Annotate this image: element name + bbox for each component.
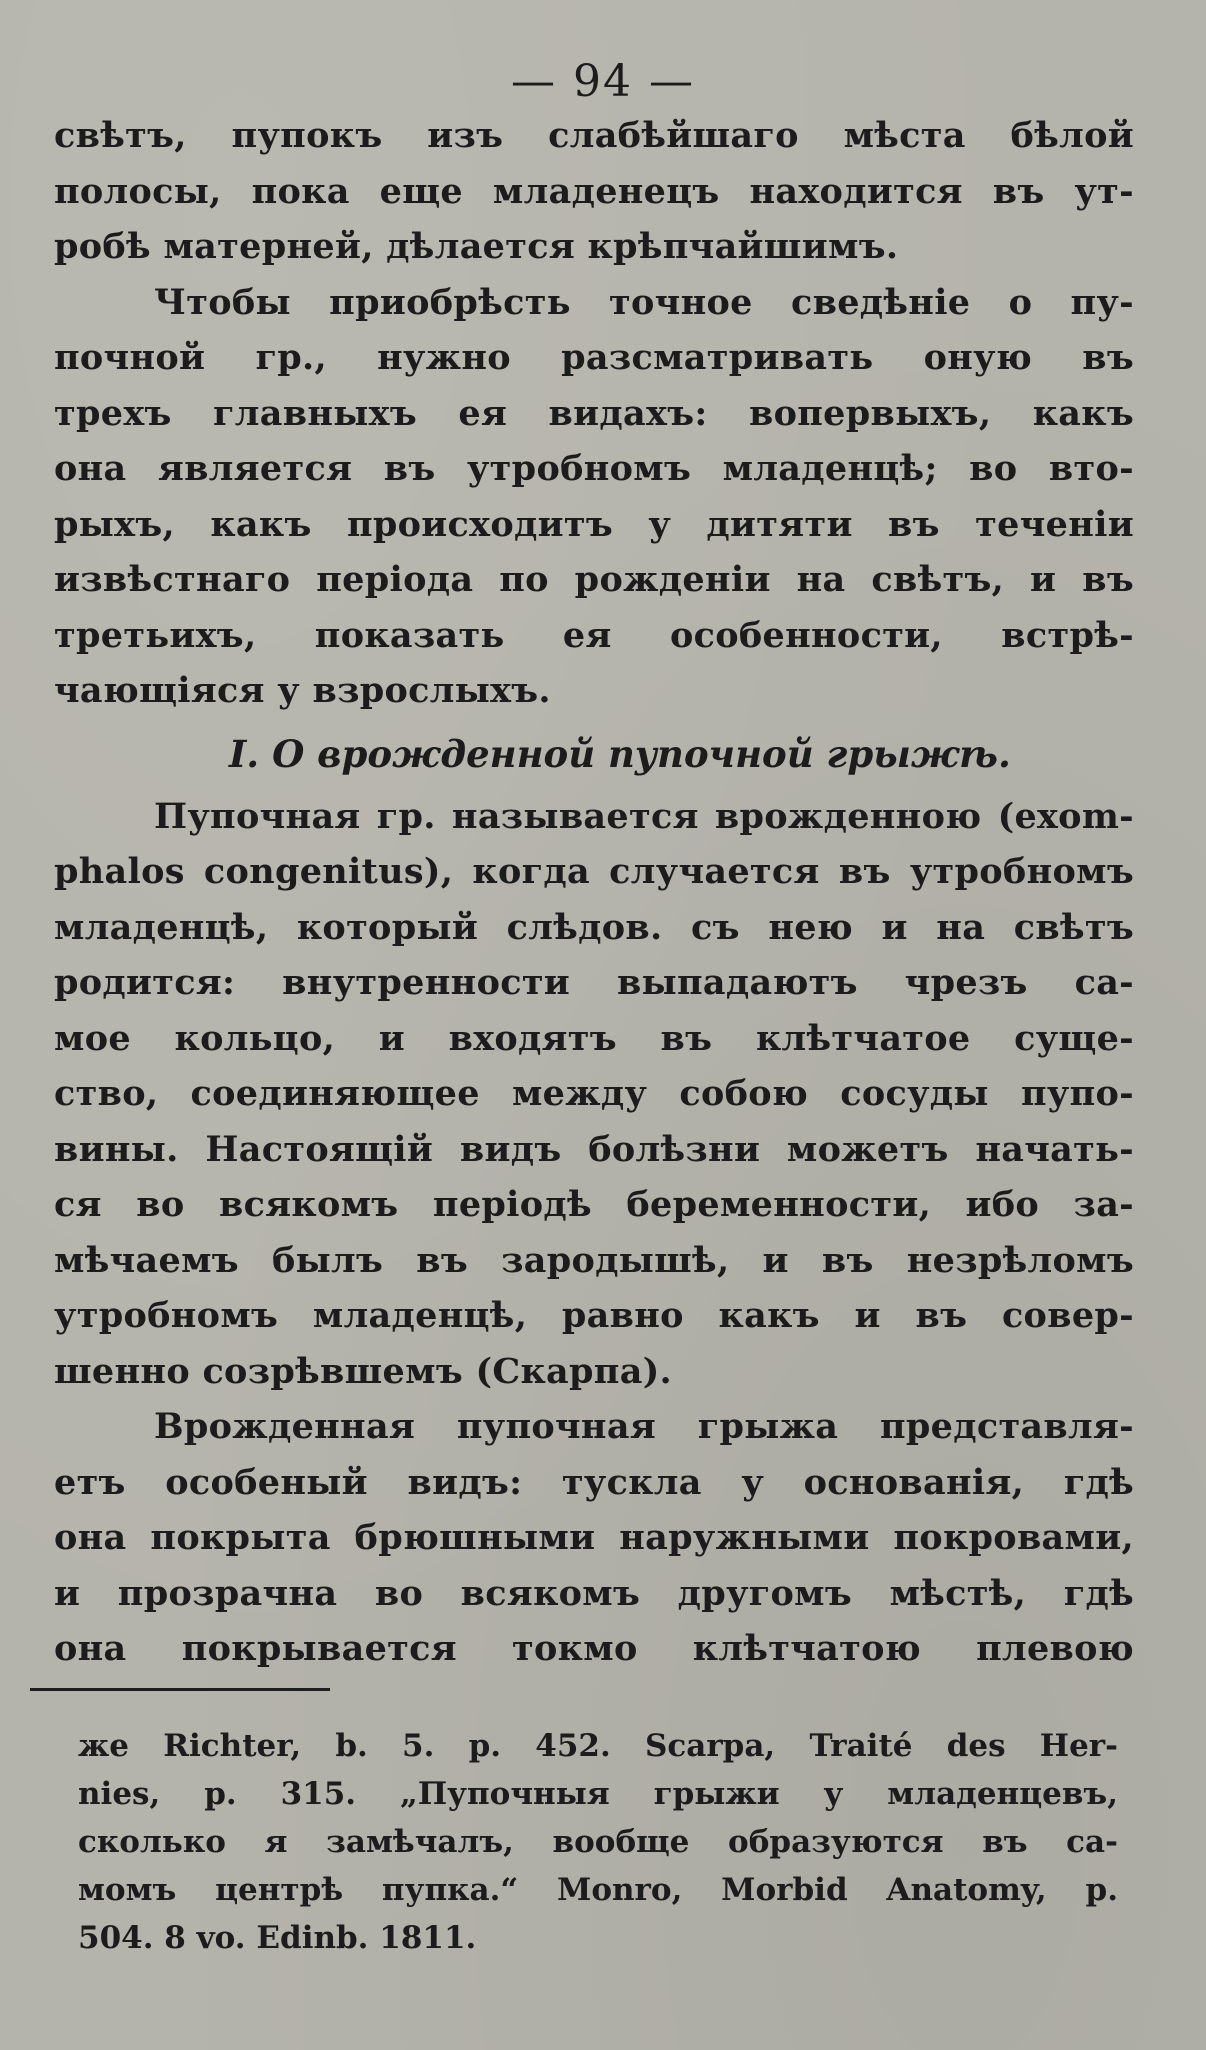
text-line: она покрыта брюшными наружными покровами,: [54, 1517, 1134, 1558]
footnote: [78, 1722, 1118, 1962]
text-line: мѣчаемъ былъ въ зародышѣ, и въ незрѣломъ: [54, 1239, 1134, 1281]
text-line: Пупочная гр. называется врожденною (exom-: [154, 795, 1134, 837]
text-line: ся во всякомъ періодѣ беременности, ибо за-: [54, 1184, 1134, 1225]
footnote-line: nies, p. 315. „Пупочныя грыжи у младенцевъ,: [78, 1776, 1118, 1812]
section-heading: I. О врожденной пупочной грыжѣ.: [229, 731, 1011, 776]
footnote-line: 504. 8 vo. Edinb. 1811.: [78, 1920, 477, 1956]
text-line: почной гр., нужно разсматривать оную въ: [54, 337, 1134, 378]
text-line: она является въ утробномъ младенцѣ; во вто-: [54, 448, 1134, 489]
text-line: рыхъ, какъ происходитъ у дитяти въ теченіи: [54, 503, 1134, 545]
text-line: робѣ матерней, дѣлается крѣпчайшимъ.: [54, 226, 899, 267]
text-line: полосы, пока еще младенецъ находится въ ут-: [54, 170, 1134, 212]
text-line: шенно созрѣвшемъ (Скарпа).: [54, 1350, 673, 1392]
text-line: ство, соединяющее между собою сосуды пупо-: [54, 1073, 1134, 1114]
text-line: Чтобы приобрѣсть точное сведѣніе о пу-: [154, 281, 1134, 323]
page-number: — 94 —: [511, 56, 695, 107]
text-line: извѣстнаго періода по рожденіи на свѣтъ, и въ: [54, 559, 1134, 600]
text-line: мое кольцо, и входятъ въ клѣтчатое суще-: [54, 1017, 1134, 1059]
text-line: она покрывается токмо клѣтчатою плевою: [54, 1628, 1134, 1669]
text-line: и прозрачна во всякомъ другомъ мѣстѣ, гдѣ: [54, 1572, 1134, 1614]
text-line: вины. Настоящій видъ болѣзни можетъ начать-: [54, 1128, 1134, 1170]
footnote-divider: [30, 1688, 330, 1691]
text-line: phalos congenitus), когда случается въ утробномъ: [54, 851, 1134, 892]
text-line: свѣтъ, пупокъ изъ слабѣйшаго мѣста бѣлой: [54, 115, 1134, 156]
footnote-line: момъ центрѣ пупка.“ Monro, Morbid Anatomy, p.: [78, 1872, 1118, 1908]
text-line: чающіяся у взрослыхъ.: [54, 670, 551, 711]
text-line: утробномъ младенцѣ, равно какъ и въ совер-: [54, 1295, 1134, 1336]
footnote-line: сколько я замѣчалъ, вообще образуются въ са-: [78, 1824, 1118, 1860]
footnote-line: же Richter, b. 5. p. 452. Scarpa, Traité des Her-: [78, 1728, 1118, 1764]
text-line: младенцѣ, который слѣдов. съ нею и на свѣтъ: [54, 906, 1134, 948]
text-line: Врожденная пупочная грыжа представля-: [154, 1406, 1134, 1447]
text-line: родится: внутренности выпадаютъ чрезъ са-: [54, 962, 1134, 1003]
text-line: третьихъ, показать ея особенности, встрѣ-: [54, 614, 1134, 656]
main-text: [54, 108, 1134, 1677]
text-line: трехъ главныхъ ея видахъ: вопервыхъ, какъ: [54, 392, 1134, 434]
text-line: етъ особеный видъ: тускла у основанія, гдѣ: [54, 1461, 1134, 1503]
